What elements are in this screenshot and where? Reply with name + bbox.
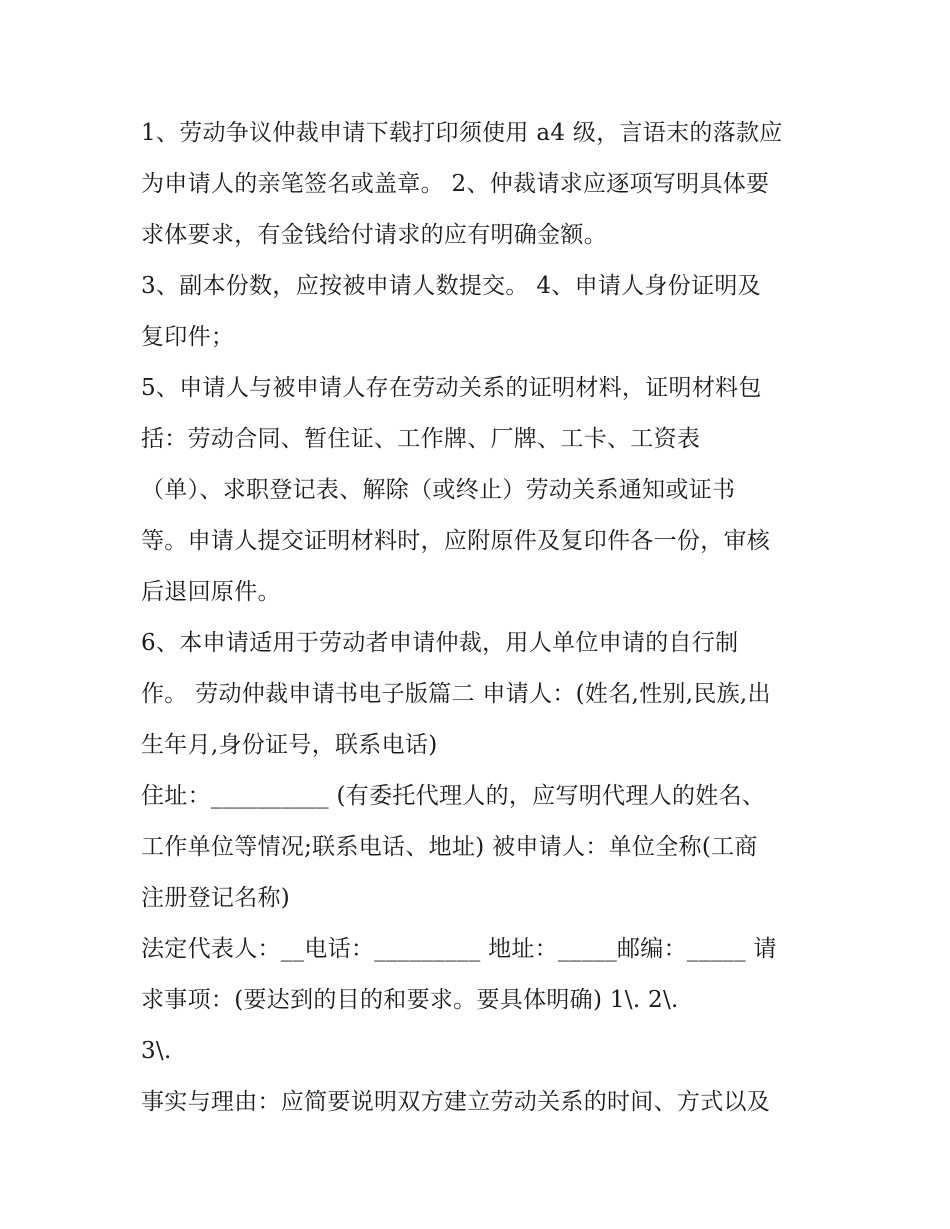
text-line: 法定代表人：__电话：_________ 地址：_____邮编：_____ 请 bbox=[141, 936, 777, 962]
text-line: 事实与理由：应简要说明双方建立劳动关系的时间、方式以及 bbox=[141, 1089, 771, 1115]
text-line: 为申请人的亲笔签名或盖章。 2、仲裁请求应逐项写明具体要 bbox=[141, 171, 770, 197]
document-body bbox=[141, 108, 821, 1128]
text-line: 3、副本份数，应按被申请人数提交。 4、申请人身份证明及 bbox=[141, 273, 761, 299]
text-line: 1、劳动争议仲裁申请下载打印须使用 a4 级，言语末的落款应 bbox=[141, 120, 783, 146]
text-line: 求体要求，有金钱给付请求的应有明确金额。 bbox=[141, 222, 607, 248]
text-line: 括：劳动合同、暂住证、工作牌、厂牌、工卡、工资表 bbox=[141, 426, 701, 452]
text-line: 6、本申请适用于劳动者申请仲裁，用人单位申请的自行制 bbox=[141, 630, 739, 656]
text-line: 3\. bbox=[141, 1038, 172, 1064]
text-line: 作。 劳动仲裁申请书电子版篇二 申请人：(姓名,性别,民族,出 bbox=[141, 681, 771, 707]
text-line: 注册登记名称) bbox=[141, 885, 291, 911]
text-line: 求事项：(要达到的目的和要求。要具体明确) 1\. 2\. bbox=[141, 987, 679, 1013]
text-line: 后退回原件。 bbox=[141, 579, 281, 605]
text-line: 工作单位等情况;联系电话、地址) 被申请人：单位全称(工商 bbox=[141, 834, 758, 860]
text-line: （单）、求职登记表、解除（或终止）劳动关系通知或证书 bbox=[141, 477, 736, 503]
text-line: 5、申请人与被申请人存在劳动关系的证明材料，证明材料包 bbox=[141, 375, 762, 401]
text-line: 等。申请人提交证明材料时，应附原件及复印件各一份，审核 bbox=[141, 528, 771, 554]
text-line: 生年月,身份证号，联系电话) bbox=[141, 732, 438, 758]
text-line: 住址：__________ (有委托代理人的，应写明代理人的姓名、 bbox=[141, 783, 766, 809]
text-line: 复印件； bbox=[141, 324, 235, 350]
